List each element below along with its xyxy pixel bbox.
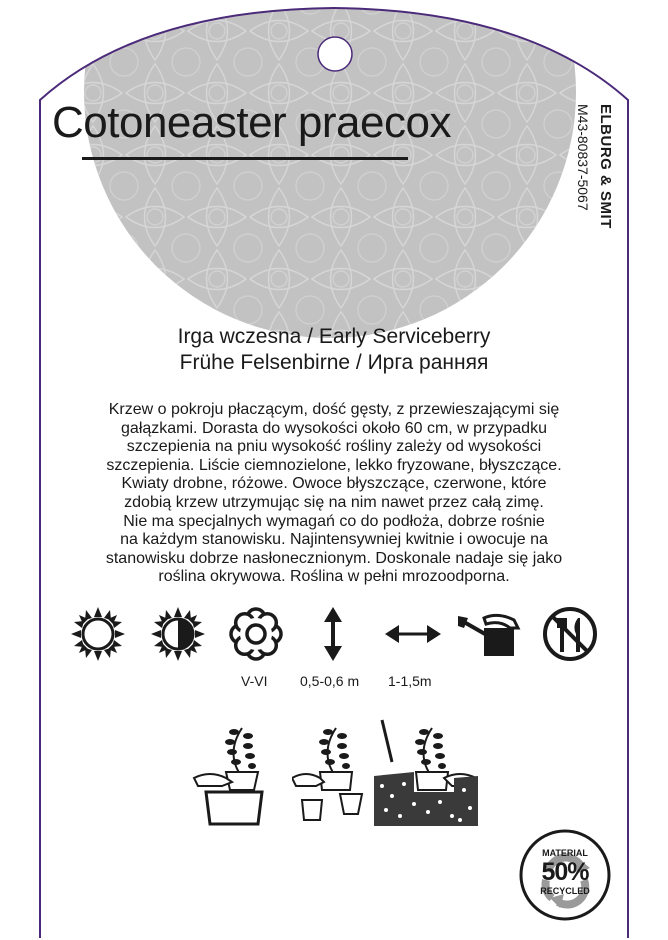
brand-block <box>573 104 619 254</box>
product-code: M43-80837-5067 <box>575 104 591 211</box>
recycled-bottom-text: RECYCLED <box>540 886 590 896</box>
recycled-percent: 50% <box>541 858 589 886</box>
description-line: Kwiaty drobne, różowe. Owoce błyszczące, czerwone, które <box>121 475 547 493</box>
description-line: szczepienia. Liście ciemnozielone, lekko fryzowane, błyszczące. <box>106 456 562 474</box>
title-underline <box>82 157 408 160</box>
plant-width: 1-1,5m <box>388 673 432 689</box>
description-line: szczepienia na pniu wysokość rośliny zależy od wysokości <box>126 438 542 456</box>
plant-title: Cotoneaster praecox <box>52 98 451 147</box>
description-line: roślina okrywowa. Roślina w pełni mrozoodporna. <box>158 568 510 586</box>
full-sun-icon <box>70 606 126 662</box>
description-line: stanowisku dobrze nasłonecznionym. Doskonale nadaje się jako <box>105 549 563 567</box>
planting-step-1-icon <box>192 722 274 826</box>
hang-hole <box>318 37 352 71</box>
brand-name: ELBURG & SMIT <box>597 104 614 229</box>
not-edible-icon <box>542 606 598 662</box>
description-line: gałązkami. Dorasta do wysokości około 60 cm, w przypadku <box>121 419 547 437</box>
common-name-line: Frühe Felsenbirne / Ирга ранняя <box>179 351 489 374</box>
description <box>40 401 628 587</box>
flower-icon <box>228 606 284 662</box>
height-arrow-icon <box>318 606 348 662</box>
description-line: na każdym stanowisku. Najintensywniej kwitnie i owocuje na <box>120 531 548 549</box>
description-line: zdobią krzew utrzymując się na nim nawet przez całą zimę. <box>124 493 544 511</box>
description-line: Krzew o pokroju płaczącym, dość gęsty, z przewieszającymi się <box>108 401 560 418</box>
width-arrow-icon <box>384 620 442 648</box>
plant-height: 0,5-0,6 m <box>300 673 360 689</box>
planting-step-2-icon <box>292 722 370 826</box>
description-line: Nie ma specjalnych wymagań co do podłoża, dobrze rośnie <box>123 512 545 530</box>
planting-step-3-icon <box>374 716 478 826</box>
common-names <box>40 324 628 376</box>
watering-can-icon <box>458 612 524 658</box>
half-shade-icon <box>150 606 206 662</box>
flowering-period: V-VI <box>241 673 268 689</box>
recycled-badge <box>518 828 612 922</box>
common-name-line: Irga wczesna / Early Serviceberry <box>177 325 491 348</box>
recycled-top-text: MATERIAL <box>542 848 588 858</box>
